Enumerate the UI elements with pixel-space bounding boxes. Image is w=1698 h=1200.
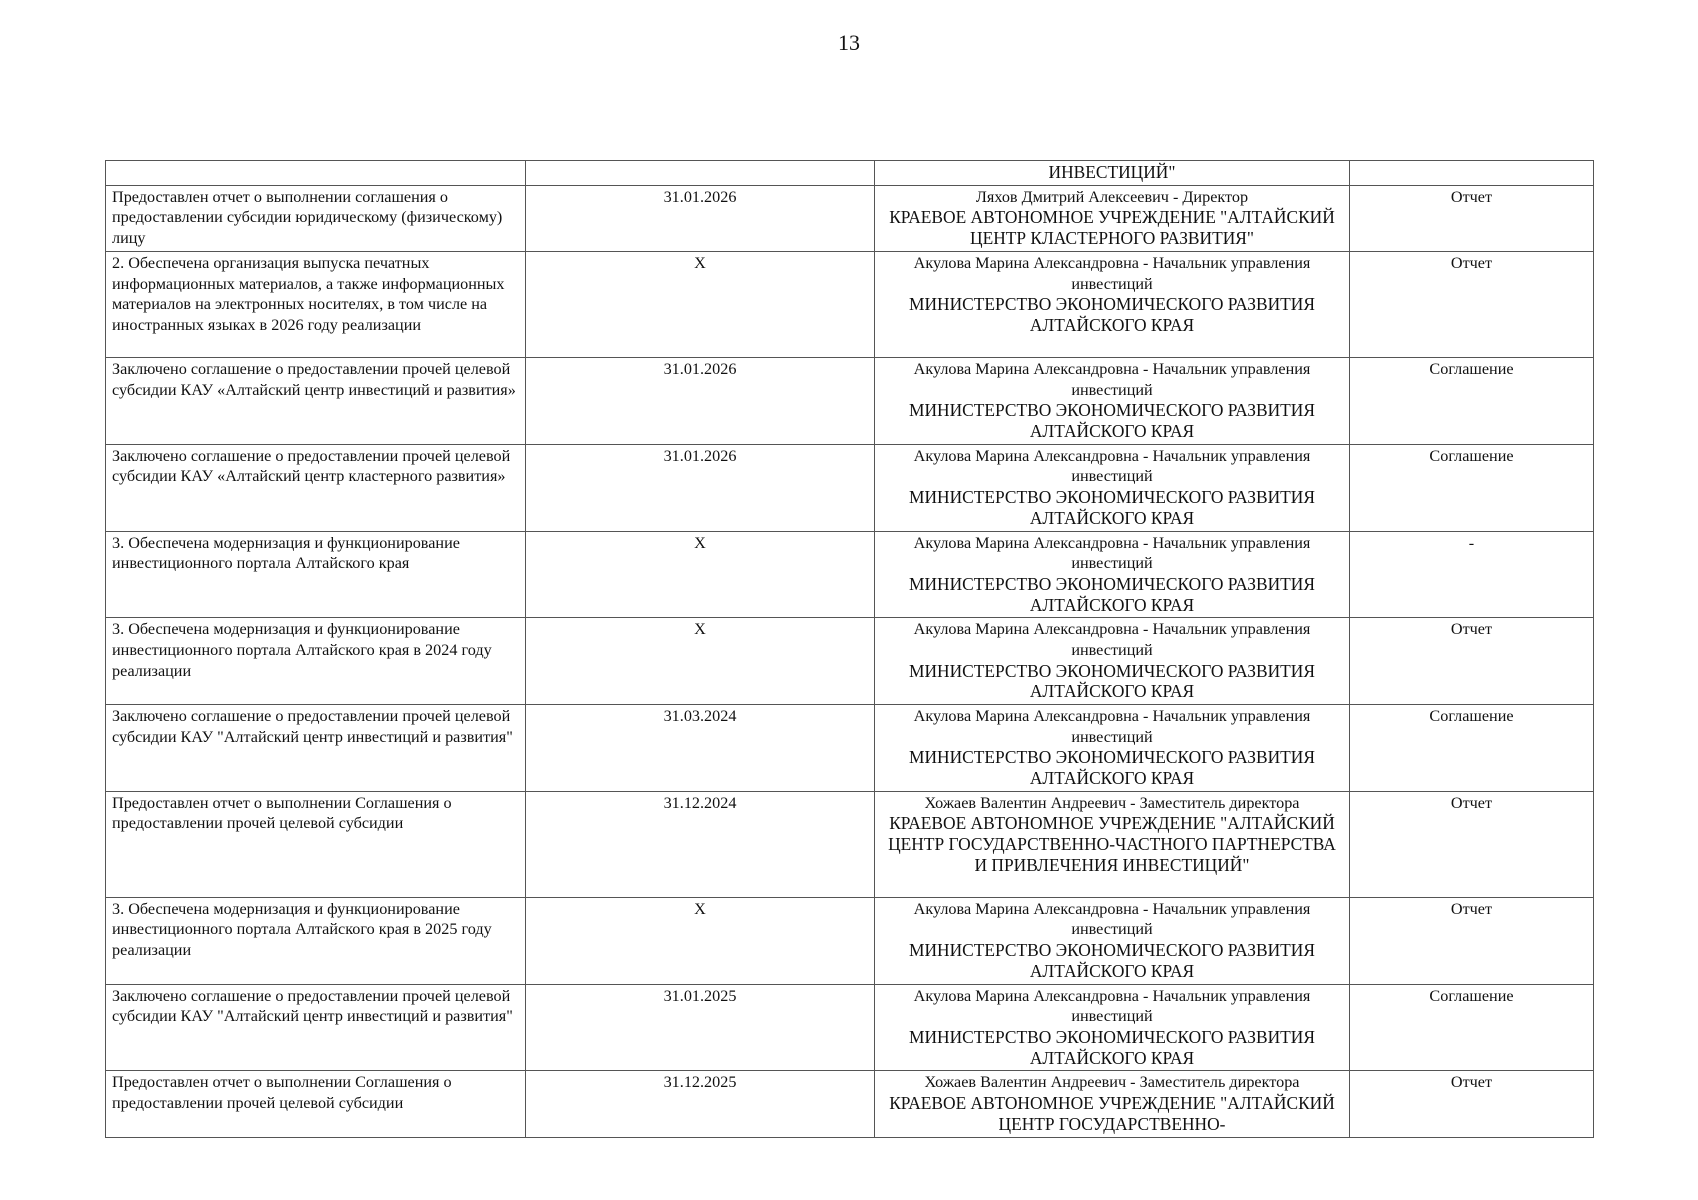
table-row: [106, 251, 1594, 357]
deadline-date: 31.01.2026: [663, 359, 737, 378]
date-cell: [526, 897, 875, 984]
page-number: 13: [838, 30, 860, 55]
responsible-organization: КРАЕВОЕ АВТОНОМНОЕ УЧРЕЖДЕНИЕ "АЛТАЙСКИЙ ЦЕНТР КЛАСТЕРНОГО РАЗВИТИЯ": [889, 207, 1335, 249]
responsible-cell: [875, 185, 1350, 251]
date-cell: [526, 984, 875, 1071]
date-cell: [526, 185, 875, 251]
description-cell: [106, 185, 526, 251]
document-type-cell: [1350, 251, 1594, 357]
document-type-cell: [1350, 897, 1594, 984]
document-type: Отчет: [1450, 187, 1493, 206]
document-type: Соглашение: [1429, 359, 1514, 378]
date-cell: [526, 531, 875, 618]
measure-description: 3. Обеспечена модернизация и функционирование инвестиционного портала Алтайского края в 2025 году реализации: [112, 899, 492, 960]
continuation-row: [106, 161, 1594, 186]
deadline-date: 31.01.2026: [663, 446, 737, 465]
document-type: Отчет: [1450, 1073, 1493, 1092]
document-type-cell: [1350, 791, 1594, 897]
responsible-person: Акулова Марина Александровна - Начальник управления инвестиций: [913, 899, 1311, 939]
document-type: Отчет: [1450, 793, 1493, 812]
description-cell: [106, 444, 526, 531]
deadline-date: 31.12.2025: [663, 1073, 737, 1092]
responsible-organization: МИНИСТЕРСТВО ЭКОНОМИЧЕСКОГО РАЗВИТИЯ АЛТАЙСКОГО КРАЯ: [909, 747, 1315, 789]
responsible-person: Акулова Марина Александровна - Начальник управления инвестиций: [913, 533, 1311, 573]
responsible-organization: МИНИСТЕРСТВО ЭКОНОМИЧЕСКОГО РАЗВИТИЯ АЛТАЙСКОГО КРАЯ: [909, 400, 1315, 441]
table-row: [106, 897, 1594, 984]
document-type-cell: [1350, 984, 1594, 1071]
document-type: Отчет: [1450, 620, 1493, 639]
responsible-organization: МИНИСТЕРСТВО ЭКОНОМИЧЕСКОГО РАЗВИТИЯ АЛТАЙСКОГО КРАЯ: [909, 660, 1315, 702]
date-cell: [526, 791, 875, 897]
description-cell: [106, 897, 526, 984]
table-row: [106, 1071, 1594, 1137]
document-type-cell: [1350, 185, 1594, 251]
responsible-organization: КРАЕВОЕ АВТОНОМНОЕ УЧРЕЖДЕНИЕ "АЛТАЙСКИЙ ЦЕНТР ГОСУДАРСТВЕННО-: [889, 1093, 1335, 1134]
date-cell: [526, 705, 875, 792]
document-type: Соглашение: [1429, 707, 1514, 726]
responsible-organization: МИНИСТЕРСТВО ЭКОНОМИЧЕСКОГО РАЗВИТИЯ АЛТАЙСКОГО КРАЯ: [909, 940, 1315, 981]
responsible-person: Ляхов Дмитрий Алексеевич - Директор: [975, 187, 1249, 206]
responsible-person: Акулова Марина Александровна - Начальник управления инвестиций: [913, 707, 1311, 746]
deadline-date: X: [694, 899, 706, 918]
continuation-date-cell: [526, 161, 875, 186]
measure-description: 3. Обеспечена модернизация и функционирование инвестиционного портала Алтайского края: [112, 533, 460, 573]
responsible-person: Акулова Марина Александровна - Начальник управления инвестиций: [913, 253, 1311, 293]
responsible-organization: МИНИСТЕРСТВО ЭКОНОМИЧЕСКОГО РАЗВИТИЯ АЛТАЙСКОГО КРАЯ: [909, 573, 1315, 615]
document-type: Отчет: [1450, 899, 1493, 918]
deadline-date: X: [694, 620, 706, 639]
measure-description: Заключено соглашение о предоставлении прочей целевой субсидии КАУ «Алтайский центр кластерного развития»: [112, 446, 511, 486]
table-body: [106, 161, 1594, 1138]
continuation-organization-tail: ИНВЕСТИЦИЙ": [1048, 162, 1176, 182]
responsible-organization: МИНИСТЕРСТВО ЭКОНОМИЧЕСКОГО РАЗВИТИЯ АЛТАЙСКОГО КРАЯ: [909, 1026, 1315, 1068]
deadline-date: 31.12.2024: [663, 793, 737, 812]
continuation-responsible-cell: [875, 161, 1350, 186]
document-type-cell: [1350, 531, 1594, 618]
responsible-organization: МИНИСТЕРСТВО ЭКОНОМИЧЕСКОГО РАЗВИТИЯ АЛТАЙСКОГО КРАЯ: [909, 294, 1315, 335]
document-type-cell: [1350, 618, 1594, 705]
table-row: [106, 984, 1594, 1071]
measure-description: Заключено соглашение о предоставлении прочей целевой субсидии КАУ "Алтайский центр инвестиций и развития": [112, 986, 513, 1026]
document-type: Соглашение: [1429, 446, 1514, 465]
responsible-person: Хожаев Валентин Андреевич - Заместитель директора: [924, 793, 1300, 812]
continuation-description-cell: [106, 161, 526, 186]
deadline-date: 31.03.2024: [663, 707, 737, 726]
document-type: Отчет: [1450, 253, 1493, 272]
responsible-person: Хожаев Валентин Андреевич - Заместитель директора: [924, 1073, 1300, 1092]
document-type-cell: [1350, 444, 1594, 531]
description-cell: [106, 357, 526, 444]
document-type-cell: [1350, 357, 1594, 444]
responsible-cell: [875, 251, 1350, 357]
table-row: [106, 185, 1594, 251]
responsible-person: Акулова Марина Александровна - Начальник управления инвестиций: [913, 620, 1311, 659]
responsible-cell: [875, 531, 1350, 618]
responsible-person: Акулова Марина Александровна - Начальник управления инвестиций: [913, 359, 1311, 399]
responsible-cell: [875, 618, 1350, 705]
responsible-cell: [875, 705, 1350, 792]
deadline-date: 31.01.2025: [663, 986, 737, 1005]
description-cell: [106, 251, 526, 357]
measure-description: 2. Обеспечена организация выпуска печатных информационных материалов, а также информационных материалов на электронных носителях, в том числе на иностранных языках в 2026 году реализации: [112, 253, 505, 334]
document-type-cell: [1350, 1071, 1594, 1137]
measure-description: 3. Обеспечена модернизация и функционирование инвестиционного портала Алтайского края в 2024 году реализации: [112, 620, 492, 680]
responsible-cell: [875, 357, 1350, 444]
measure-description: Заключено соглашение о предоставлении прочей целевой субсидии КАУ "Алтайский центр инвестиций и развития": [112, 707, 513, 746]
description-cell: [106, 705, 526, 792]
table-row: [106, 357, 1594, 444]
responsible-person: Акулова Марина Александровна - Начальник управления инвестиций: [913, 446, 1311, 486]
responsible-cell: [875, 897, 1350, 984]
deadline-date: 31.01.2026: [663, 187, 737, 206]
responsible-organization: КРАЕВОЕ АВТОНОМНОЕ УЧРЕЖДЕНИЕ "АЛТАЙСКИЙ ЦЕНТР ГОСУДАРСТВЕННО-ЧАСТНОГО ПАРТНЕРСТВА И ПРИВЛЕЧЕНИЯ ИНВЕСТИЦИЙ": [888, 813, 1336, 876]
table-row: [106, 791, 1594, 897]
document-type-cell: [1350, 705, 1594, 792]
measure-description: Заключено соглашение о предоставлении прочей целевой субсидии КАУ «Алтайский центр инвестиций и развития»: [112, 359, 516, 399]
responsible-cell: [875, 1071, 1350, 1137]
table-row: [106, 444, 1594, 531]
responsible-cell: [875, 444, 1350, 531]
continuation-document-cell: [1350, 161, 1594, 186]
responsible-cell: [875, 791, 1350, 897]
date-cell: [526, 251, 875, 357]
measure-description: Предоставлен отчет о выполнении соглашения о предоставлении субсидии юридическому (физическому) лицу: [112, 187, 503, 247]
document-type: -: [1468, 533, 1475, 552]
date-cell: [526, 1071, 875, 1137]
responsible-person: Акулова Марина Александровна - Начальник управления инвестиций: [913, 986, 1311, 1026]
table-row: [106, 618, 1594, 705]
document-table: [105, 160, 1594, 1138]
deadline-date: X: [694, 533, 706, 552]
description-cell: [106, 791, 526, 897]
description-cell: [106, 531, 526, 618]
description-cell: [106, 618, 526, 705]
date-cell: [526, 444, 875, 531]
table-row: [106, 531, 1594, 618]
description-cell: [106, 1071, 526, 1137]
responsible-cell: [875, 984, 1350, 1071]
responsible-organization: МИНИСТЕРСТВО ЭКОНОМИЧЕСКОГО РАЗВИТИЯ АЛТАЙСКОГО КРАЯ: [909, 486, 1315, 528]
date-cell: [526, 357, 875, 444]
table-row: [106, 705, 1594, 792]
description-cell: [106, 984, 526, 1071]
measure-description: Предоставлен отчет о выполнении Соглашения о предоставлении прочей целевой субсидии: [112, 1073, 452, 1113]
document-type: Соглашение: [1429, 986, 1514, 1005]
deadline-date: X: [694, 253, 706, 272]
date-cell: [526, 618, 875, 705]
measure-description: Предоставлен отчет о выполнении Соглашения о предоставлении прочей целевой субсидии: [112, 793, 452, 833]
